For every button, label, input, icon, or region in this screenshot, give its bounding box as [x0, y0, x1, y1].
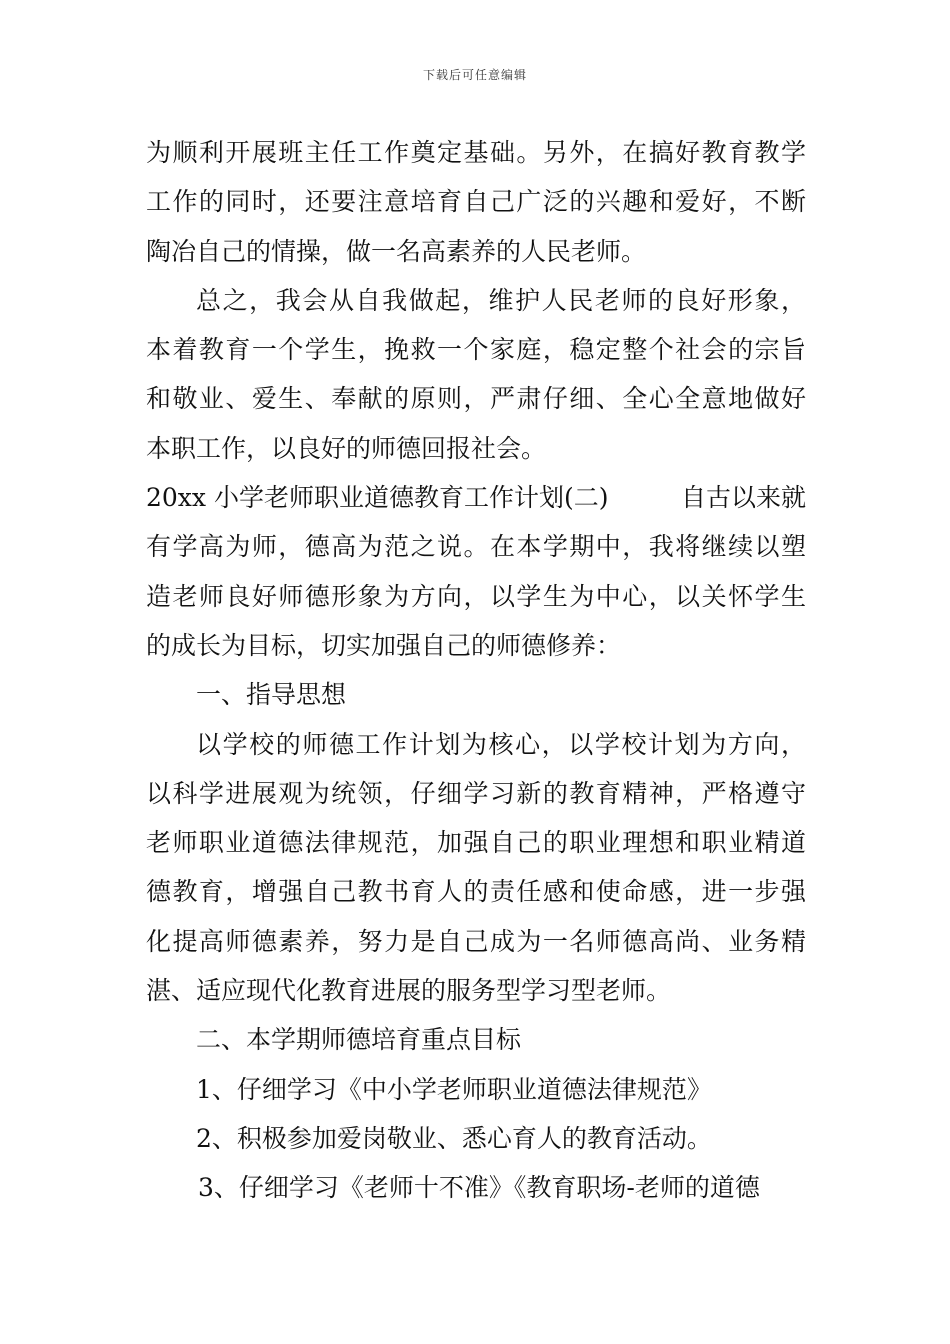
text-line: 有学高为师，德高为范之说。在本学期中，我将继续以塑 — [146, 532, 806, 562]
text-line: 德教育，增强自己教书育人的责任感和使命感，进一步强 — [146, 877, 806, 907]
text-line: 为顺利开展班主任工作奠定基础。另外，在搞好教育教学 — [146, 138, 806, 167]
text-line: 陶冶自己的情操，做一名高素养的人民老师。 — [146, 236, 647, 266]
text-line: 老师职业道德法律规范，加强自己的职业理想和职业精道 — [146, 828, 806, 858]
page-header-note: 下载后可任意编辑 — [422, 68, 527, 82]
text-line: 以学校的师德工作计划为核心，以学校计划为方向， — [196, 729, 806, 759]
document-body — [146, 128, 806, 1213]
text-fragment: 自古以来就 — [680, 483, 806, 513]
section-title-line — [146, 473, 806, 522]
list-item: 2、积极参加爱岗敬业、悉心育人的教育活动。 — [196, 1123, 712, 1153]
text-line: 本着教育一个学生，挽救一个家庭，稳定整个社会的宗旨 — [146, 335, 806, 365]
heading-line: 二、本学期师德培育重点目标 — [196, 1025, 522, 1055]
list-item: 1、仔细学习《中小学老师职业道德法律规范》 — [196, 1074, 712, 1104]
text-line: 化提高师德素养，努力是自己成为一名师德高尚、业务精 — [146, 926, 806, 956]
text-line: 造老师良好师德形象为方向，以学生为中心，以关怀学生 — [146, 581, 806, 611]
text-line: 和敬业、爱生、奉献的原则，严肃仔细、全心全意地做好 — [146, 384, 806, 414]
heading-line: 一、指导思想 — [196, 680, 347, 710]
list-item: 3、仔细学习《老师十不准》《教育职场-老师的道德 — [198, 1173, 760, 1203]
text-line: 湛、适应现代化教育进展的服务型学习型老师。 — [146, 976, 672, 1006]
text-line: 本职工作，以良好的师德回报社会。 — [146, 433, 547, 463]
text-line: 的成长为目标，切实加强自己的师德修养： — [146, 630, 622, 660]
section-title: 20xx 小学老师职业道德教育工作计划(二) — [146, 483, 609, 513]
text-line: 工作的同时，还要注意培育自己广泛的兴趣和爱好，不断 — [146, 187, 806, 217]
text-line: 总之，我会从自我做起，维护人民老师的良好形象， — [196, 285, 806, 315]
text-line: 以科学进展观为统领，仔细学习新的教育精神，严格遵守 — [146, 778, 806, 808]
